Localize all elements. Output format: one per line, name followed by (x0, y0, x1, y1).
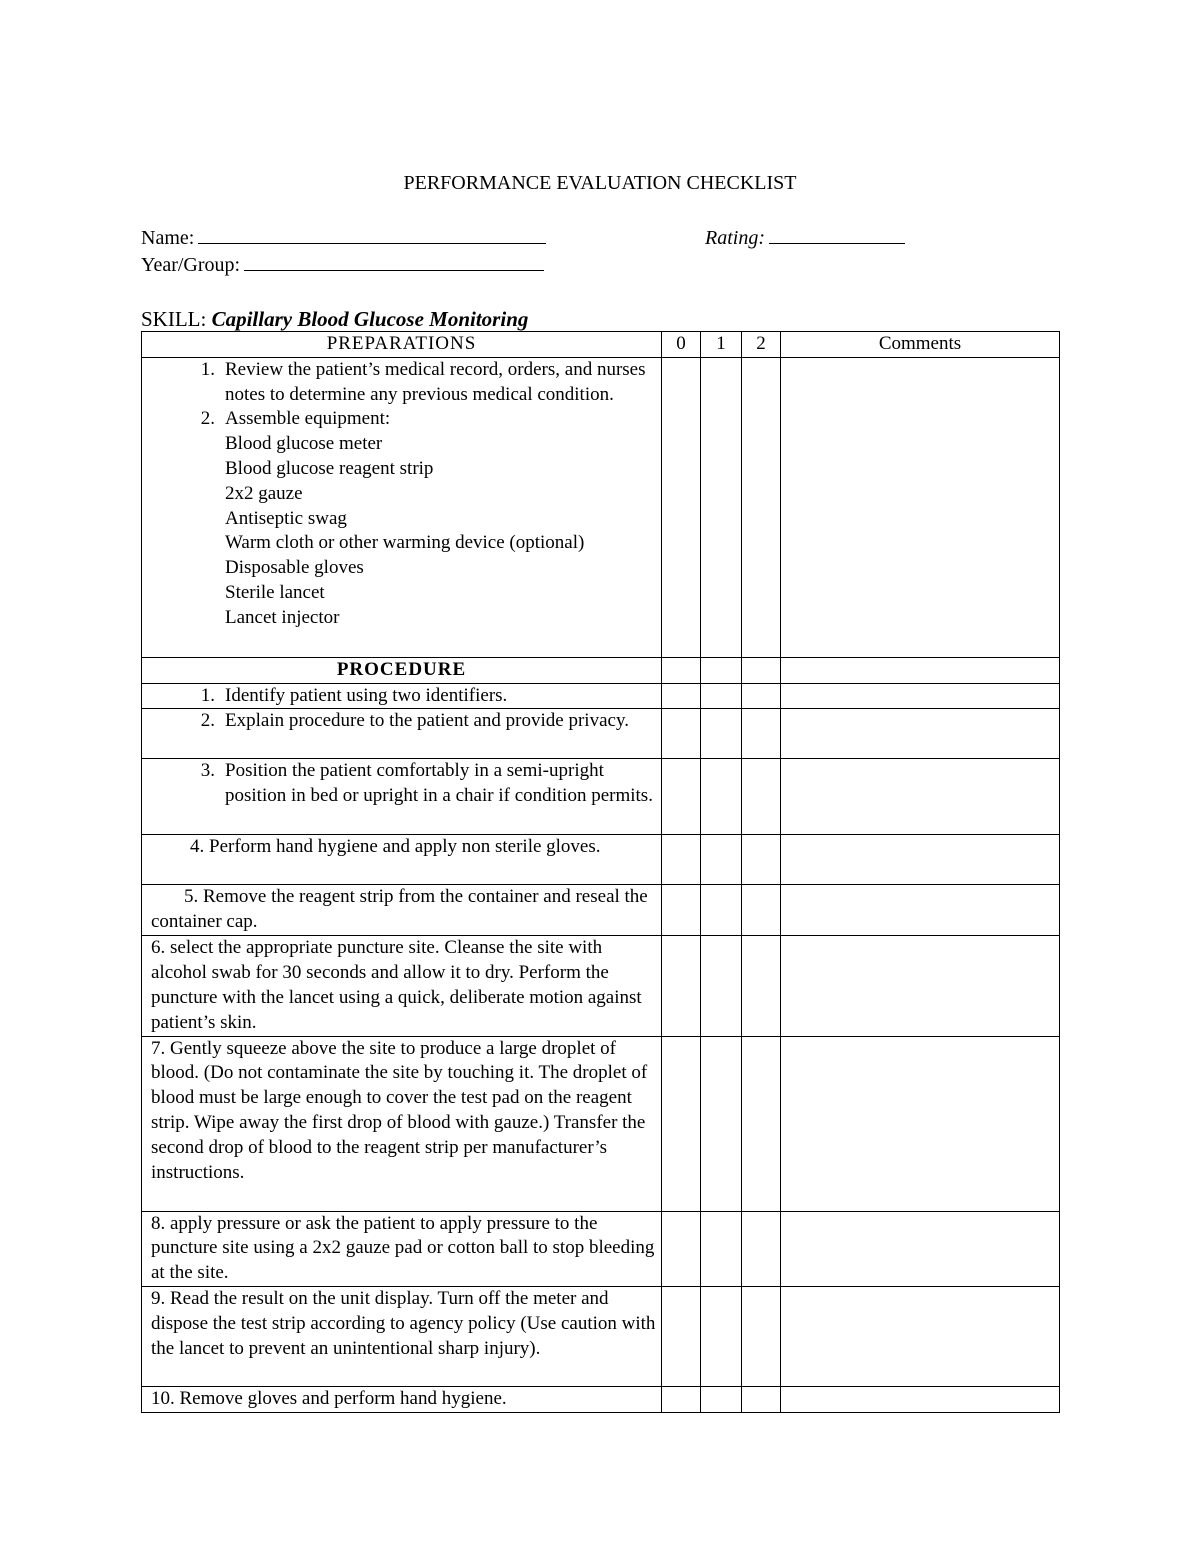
procedure-heading: PROCEDURE (142, 657, 662, 683)
table-row (142, 709, 1060, 759)
procedure-step (151, 759, 661, 809)
score-2-cell[interactable] (742, 709, 781, 759)
preparation-steps (151, 358, 661, 432)
step-text: Position the patient comfortably in a semi-upright position in bed or upright in a chair if condition permits. (225, 760, 653, 807)
col-header-score-1: 1 (701, 332, 742, 358)
score-2-cell[interactable] (742, 1286, 781, 1386)
score-1-cell[interactable] (701, 1386, 742, 1412)
step-text: Identify patient using two identifiers. (225, 684, 508, 706)
table-row (142, 1211, 1060, 1286)
comments-cell[interactable] (781, 1386, 1060, 1412)
procedure-step-cell: 9. Read the result on the unit display. Turn off the meter and dispose the test strip according to agency policy (Use caution with the lancet to prevent an unintentional sharp injury). (142, 1286, 662, 1386)
comments-cell[interactable] (781, 709, 1060, 759)
step-number: 1. (200, 684, 215, 706)
equipment-item: Blood glucose reagent strip (225, 457, 434, 479)
step-number: 1. (200, 358, 215, 380)
step-number: 2. (200, 710, 215, 732)
col-header-preparations: PREPARATIONS (142, 332, 662, 358)
score-2-cell[interactable] (742, 357, 781, 657)
score-0-cell[interactable] (662, 709, 701, 759)
score-0-cell[interactable] (662, 936, 701, 1036)
header-row (142, 332, 1060, 358)
procedure-step (151, 684, 661, 709)
procedure-step-cell: 4. Perform hand hygiene and apply non sterile gloves. (142, 835, 662, 885)
equipment-item: Antiseptic swag (225, 507, 347, 529)
table-row (142, 936, 1060, 1036)
rating-blank-line[interactable] (769, 225, 905, 244)
procedure-step (151, 709, 661, 734)
comments-cell[interactable] (781, 357, 1060, 657)
score-1-cell[interactable] (701, 1036, 742, 1211)
score-0-cell[interactable] (662, 357, 701, 657)
score-0-cell[interactable] (662, 657, 701, 683)
procedure-step-cell: 6. select the appropriate puncture site. Cleanse the site with alcohol swab for 30 seconds and allow it to dry. Perform the puncture with the lancet using a quick, deliberate motion against patient’s skin. (142, 936, 662, 1036)
name-field[interactable] (141, 225, 546, 251)
table-row (142, 1286, 1060, 1386)
score-2-cell[interactable] (742, 683, 781, 709)
procedure-step-cell: 7. Gently squeeze above the site to produce a large droplet of blood. (Do not contaminate the site by touching it. The droplet of blood must be large enough to cover the test pad on the reagent strip. Wipe away the first drop of blood with gauze.) Transfer the second drop of blood to the reagent strip per manufacturer’s instructions. (142, 1036, 662, 1211)
equipment-item: 2x2 gauze (225, 482, 303, 504)
equipment-list (151, 432, 661, 630)
name-label: Name: (141, 227, 195, 249)
list-item (151, 709, 661, 734)
table-row (142, 683, 1060, 709)
table-row (142, 357, 1060, 657)
table-row (142, 1386, 1060, 1412)
page-title: PERFORMANCE EVALUATION CHECKLIST (403, 172, 797, 194)
comments-cell[interactable] (781, 683, 1060, 709)
score-0-cell[interactable] (662, 759, 701, 835)
section-row (142, 657, 1060, 683)
rating-field[interactable] (705, 225, 905, 251)
checklist-table (141, 331, 1060, 1413)
step-number: 2. (200, 408, 215, 430)
year-group-field[interactable] (141, 252, 544, 278)
table-row (142, 835, 1060, 885)
equipment-item: Lancet injector (225, 606, 340, 628)
step-text: Assemble equipment: (225, 408, 391, 430)
comments-cell[interactable] (781, 759, 1060, 835)
table-row (142, 759, 1060, 835)
skill-value: Capillary Blood Glucose Monitoring (211, 307, 529, 331)
score-1-cell[interactable] (701, 357, 742, 657)
score-1-cell[interactable] (701, 936, 742, 1036)
rating-label: Rating: (705, 227, 765, 249)
score-2-cell[interactable] (742, 1211, 781, 1286)
score-2-cell[interactable] (742, 657, 781, 683)
comments-cell[interactable] (781, 885, 1060, 936)
skill-line (141, 306, 528, 332)
procedure-step-cell (142, 759, 662, 835)
comments-cell[interactable] (781, 936, 1060, 1036)
col-header-score-2: 2 (742, 332, 781, 358)
score-2-cell[interactable] (742, 835, 781, 885)
score-1-cell[interactable] (701, 1286, 742, 1386)
score-2-cell[interactable] (742, 759, 781, 835)
list-item (151, 759, 661, 809)
step-text: Explain procedure to the patient and provide privacy. (225, 710, 629, 732)
list-item (151, 358, 661, 408)
score-0-cell[interactable] (662, 1036, 701, 1211)
step-text: Review the patient’s medical record, orders, and nurses notes to determine any previous medical condition. (225, 358, 646, 405)
list-item (151, 684, 661, 709)
year-group-label: Year/Group: (141, 254, 241, 276)
comments-cell[interactable] (781, 1286, 1060, 1386)
table-row (142, 885, 1060, 936)
equipment-item: Sterile lancet (225, 581, 325, 603)
score-2-cell[interactable] (742, 1386, 781, 1412)
procedure-step-cell: 10. Remove gloves and perform hand hygiene. (142, 1386, 662, 1412)
score-0-cell[interactable] (662, 1386, 701, 1412)
list-item (151, 407, 661, 432)
score-2-cell[interactable] (742, 1036, 781, 1211)
score-1-cell[interactable] (701, 683, 742, 709)
procedure-step-cell: 5. Remove the reagent strip from the container and reseal the container cap. (142, 885, 662, 936)
col-header-score-0: 0 (662, 332, 701, 358)
comments-cell[interactable] (781, 835, 1060, 885)
score-1-cell[interactable] (701, 1211, 742, 1286)
score-0-cell[interactable] (662, 885, 701, 936)
procedure-step-cell (142, 709, 662, 759)
table-row (142, 1036, 1060, 1211)
score-1-cell[interactable] (701, 657, 742, 683)
equipment-item: Warm cloth or other warming device (optional) (225, 532, 585, 554)
procedure-step-cell (142, 683, 662, 709)
score-1-cell[interactable] (701, 835, 742, 885)
score-1-cell[interactable] (701, 709, 742, 759)
score-2-cell[interactable] (742, 936, 781, 1036)
score-0-cell[interactable] (662, 1211, 701, 1286)
comments-cell[interactable] (781, 657, 1060, 683)
equipment-item: Disposable gloves (225, 557, 364, 579)
name-blank-line[interactable] (198, 225, 546, 244)
skill-label: SKILL: (141, 307, 207, 331)
comments-cell[interactable] (781, 1036, 1060, 1211)
year-group-blank-line[interactable] (244, 252, 544, 271)
score-0-cell[interactable] (662, 683, 701, 709)
equipment-item: Blood glucose meter (225, 433, 383, 455)
score-0-cell[interactable] (662, 1286, 701, 1386)
preparations-cell (142, 357, 662, 657)
procedure-step-cell: 8. apply pressure or ask the patient to apply pressure to the puncture site using a 2x2 gauze pad or cotton ball to stop bleeding at the site. (142, 1211, 662, 1286)
score-1-cell[interactable] (701, 885, 742, 936)
step-number: 3. (200, 760, 215, 782)
score-1-cell[interactable] (701, 759, 742, 835)
col-header-comments: Comments (781, 332, 1060, 358)
comments-cell[interactable] (781, 1211, 1060, 1286)
score-2-cell[interactable] (742, 885, 781, 936)
score-0-cell[interactable] (662, 835, 701, 885)
